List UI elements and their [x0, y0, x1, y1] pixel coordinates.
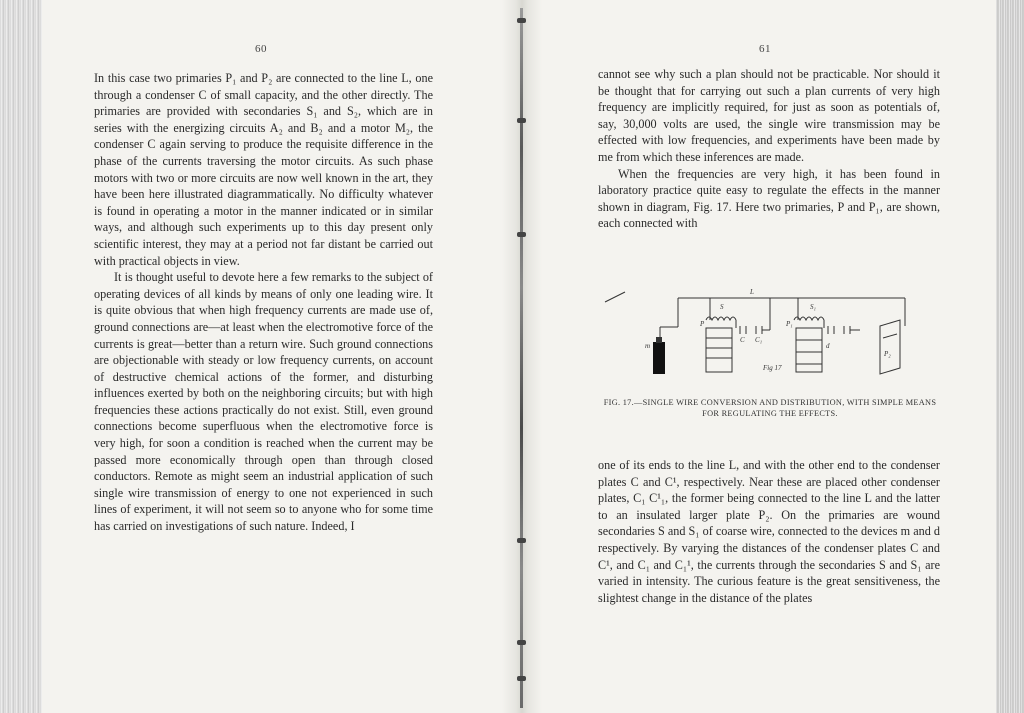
circuit-diagram	[600, 282, 940, 392]
right-page-body-bottom	[598, 457, 940, 606]
plate-p2	[880, 320, 900, 374]
right-page-number: 61	[759, 43, 771, 55]
label-s1: S₁	[810, 303, 816, 311]
label-m: m	[645, 342, 651, 350]
figure-label: Fig 17	[763, 364, 782, 372]
binding-stitch	[517, 640, 526, 645]
binding-stitch	[517, 538, 526, 543]
right-page-edges	[996, 0, 1024, 713]
binding-stitch	[517, 676, 526, 681]
paragraph: one of its ends to the line L, and with the other end to the condenser plates C and C¹, respectively. Near these are placed other condenser plates, C₁ C¹₁, the former being connected to the line L and the latter to an insulated larger plate P₂. On the primaries are wound secondaries S and S₁ of coarse wire, connected to the devices m and d respectively. By varying the distances of the condenser plates C and C¹, and C₁ and C₁¹, the currents through the secondaries S and S₁ are varied in intensity. The curious feature is the great sensitiveness, the slightest change in the distance of the plates	[598, 458, 940, 605]
device-m	[653, 342, 665, 374]
right-page-body-top	[598, 66, 940, 232]
label-d: d	[826, 342, 830, 350]
secondary-s1	[796, 328, 822, 372]
label-p: P	[700, 320, 705, 328]
label-s: S	[720, 303, 724, 311]
binding-stitch	[517, 118, 526, 123]
paragraph: In this case two primaries P₁ and P₂ are connected to the line L, one through a condenser C of small capacity, and the other directly. The primaries are provided with secondaries S₁ and S₂, which are in series with the energizing circuits A₂ and B₂ and a motor M₂, the condenser C again serving to produce the requisite difference in the phase of the currents traversing the motor circuits. As such phase motors with two or more circuits are now well known in the art, they have been here illustrated diagrammatically. No difficulty whatever is found in operating a motor in the manner indicated or in similar ways, and although such experiments up to this day present only scientific interest, they may at a period not far distant be carried out with practical objects in view.	[94, 71, 433, 268]
label-p2: P₂	[884, 350, 891, 358]
label-p1: P₁	[786, 320, 793, 328]
left-page-edges	[0, 0, 42, 713]
binding-stitch	[517, 18, 526, 23]
paragraph: When the frequencies are very high, it has been found in laboratory practice quite easy to regulate the effects in the manner shown in diagram, Fig. 17. Here two primaries, P and P₁, are shown, each connected with	[598, 166, 940, 231]
label-c1: C₁	[755, 336, 763, 344]
figure-caption: FIG. 17.—SINGLE WIRE CONVERSION AND DISTRIBUTION, WITH SIMPLE MEANS FOR REGULATING THE EFFECTS.	[603, 398, 937, 418]
figure-17	[600, 282, 940, 392]
secondary-s	[706, 328, 732, 372]
left-page-body	[94, 70, 433, 535]
paragraph: It is thought useful to devote here a few remarks to the subject of operating devices of all kinds by means of only one leading wire. It is quite obvious that when high frequency currents are made use of, ground connections are—at least when the electromotive force of the currents is great—better than a return wire. Such ground connections are objectionable with steady or low frequency currents, on account of destructive chemical actions of the former, and disturbing influences exerted by both on the neighboring circuits; but with high frequencies these actions practically do not exist. Still, even ground connections become superfluous when the electromotive force is very high, for soon a condition is reached when the current may be passed more economically through open than through closed conductors. Remote as might seem an industrial application of such single wire transmission of energy to one not experienced in such lines of experiment, it will not seem so to anyone who for some time has carried on investigations of such nature. Indeed, I	[94, 270, 433, 534]
paragraph: cannot see why such a plan should not be practicable. Nor should it be thought that for carrying out such a plan currents of very high frequency are implicitly required, for just as soon as potentials of, say, 30,000 volts are used, the single wire transmission may be effected with low frequencies, and experiments have been made by me from which these inferences are made.	[598, 67, 940, 164]
label-l: L	[750, 288, 754, 296]
label-c: C	[740, 336, 745, 344]
binding-spine	[520, 8, 523, 708]
binding-stitch	[517, 232, 526, 237]
left-page-number: 60	[255, 43, 267, 55]
